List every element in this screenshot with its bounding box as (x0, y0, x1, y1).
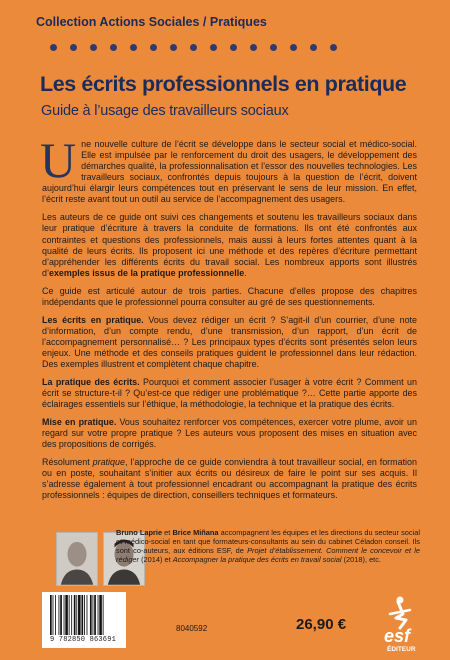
dot (190, 44, 197, 51)
author-name: Brice Miñana (172, 528, 219, 537)
author-photo-1 (56, 532, 98, 586)
book-title: Les écrits professionnels en pratique (40, 72, 407, 96)
barcode-bars (50, 595, 122, 635)
dot (230, 44, 237, 51)
isbn-barcode (42, 592, 126, 648)
paragraph-text: , l’approche de ce guide conviendra à tout travailleur social, en formation ou en poste, souhaitant s’initier aux écrits ou désireux de faire le point sur ses acquis. Il s’adresse également à tout professionnel encadrant ou accompagnant la pratique des écrits professionnels : équipes de direction, conseillers techniques et formateurs. (42, 457, 417, 501)
dot (210, 44, 217, 51)
part-heading: Mise en pratique. (42, 417, 117, 428)
bio-text: (2018), etc. (341, 555, 381, 565)
series-name: Collection Actions Sociales / Pratiques (36, 15, 267, 29)
bio-text: (2014) et (139, 555, 173, 565)
barcode-digits: 9 782850 863691 (50, 636, 117, 644)
dot (290, 44, 297, 51)
dot (170, 44, 177, 51)
book-subtitle: Guide à l’usage des travailleurs sociaux (41, 103, 289, 119)
paragraph-text: Vous souhaitez renforcer vos compétences, exercer votre plume, avoir un regard sur votre propre pratique ? Les auteurs vous proposent des mises en situation avec des propositions de corrigés. (42, 417, 417, 450)
publisher-sub: ÉDITEUR (387, 646, 416, 653)
dot (90, 44, 97, 51)
bio-text: accompagnent les équipes et les directions du secteur social et médico-social en tant que formateurs-consultants au sein du cabinet Céladon conseil. Ils sont co-auteurs, aux éditions ESF, de (116, 528, 420, 556)
publisher-name: esf (384, 626, 411, 646)
paragraph-part-3 (42, 417, 417, 450)
paragraph-text: Les auteurs de ce guide ont suivi ces changements et soutenu les travailleurs sociaux dans leur pratique d’écriture à travers la conduite de formations. Ils ont été confrontés aux contraintes et questions des professionnels, mais aussi à leurs fortes attentes quant à la qualité de leurs écrits. Ils proposent ici une méthode et des repères d’écriture permettant d’appréhender les différents écrits du travail social. Les nombreux apports sont illustrés d’ (42, 212, 417, 278)
part-heading: La pratique des écrits. (42, 376, 140, 387)
author-bio (116, 528, 420, 564)
paragraph-text: ne nouvelle culture de l’écrit se développe dans le secteur social et médico-social. Elle est impulsée par le renforcement du droit des usagers, le développement des démarches qualité, la professionnalisation et l’essor des nouvelles technologies. Les travailleurs sociaux, confrontés depuis toujours à la question de l’écrit, doivent aujourd’hui élargir leurs compétences tout en préservant le sens de leur mission. En effet, l’écrit reste avant tout un outil au service de l’accompagnement des usagers. (42, 139, 417, 205)
paragraph-intro (40, 132, 417, 206)
emphasis: exemples issus de la pratique professionnelle (48, 267, 245, 278)
dot (330, 44, 337, 51)
drop-cap: U (40, 132, 77, 188)
publisher-logo (376, 594, 428, 654)
price: 26,90 € (296, 616, 347, 633)
blurb (40, 132, 417, 508)
dot (130, 44, 137, 51)
author-name: Bruno Laprie (116, 528, 163, 537)
esf-logo-icon (376, 594, 428, 654)
paragraph-part-1 (42, 315, 417, 370)
dot (250, 44, 257, 51)
dot (50, 44, 57, 51)
paragraph-text: Pourquoi et comment associer l’usager à votre écrit ? Comment un écrit se structure-t-il ? Qu’est-ce que rédiger une problématique ?… Cette partie apporte des éclairages essentiels sur l’éthique, la méthodologie, la technique et la pratique des écrits. (42, 376, 417, 410)
dot (150, 44, 157, 51)
paragraph-text: Résolument (42, 457, 93, 468)
paragraph-text: Vous devez rédiger un écrit ? S’agit-il d’un courrier, d’une note d’information, d’un compte rendu, d’une transmission, d’un rapport, d’un écrit de l’accompagnement personnalisé… ? Les principaux types d’écrits sont présentés selon leurs enjeux. Une méthode et des conseils pratiques guident le professionnel dans leur rédaction. Des exemples illustrent et complètent chaque chapitre. (42, 314, 417, 370)
paragraph-part-2 (42, 377, 417, 410)
part-heading: Les écrits en pratique. (42, 314, 144, 325)
book-reference: Accompagner la pratique des écrits en travail social (172, 555, 342, 565)
bio-text: et (162, 528, 173, 537)
product-code: 8040592 (176, 624, 208, 633)
dot (70, 44, 77, 51)
emphasis: pratique (92, 457, 125, 468)
paragraph-structure: Ce guide est articulé autour de trois parties. Chacune d’elles propose des chapitres indépendants que le professionnel pourra consulter au gré de ses questionnements. (42, 285, 417, 307)
portrait-icon (57, 533, 97, 585)
paragraph-text: . (244, 267, 247, 278)
book-reference: Projet d’établissement. Comment le concevoir et le rédiger (116, 546, 420, 565)
paragraph-authors-approach (42, 212, 417, 279)
dot (270, 44, 277, 51)
paragraph-audience (42, 457, 417, 501)
dot (110, 44, 117, 51)
dot (310, 44, 317, 51)
decorative-dots (50, 44, 337, 51)
